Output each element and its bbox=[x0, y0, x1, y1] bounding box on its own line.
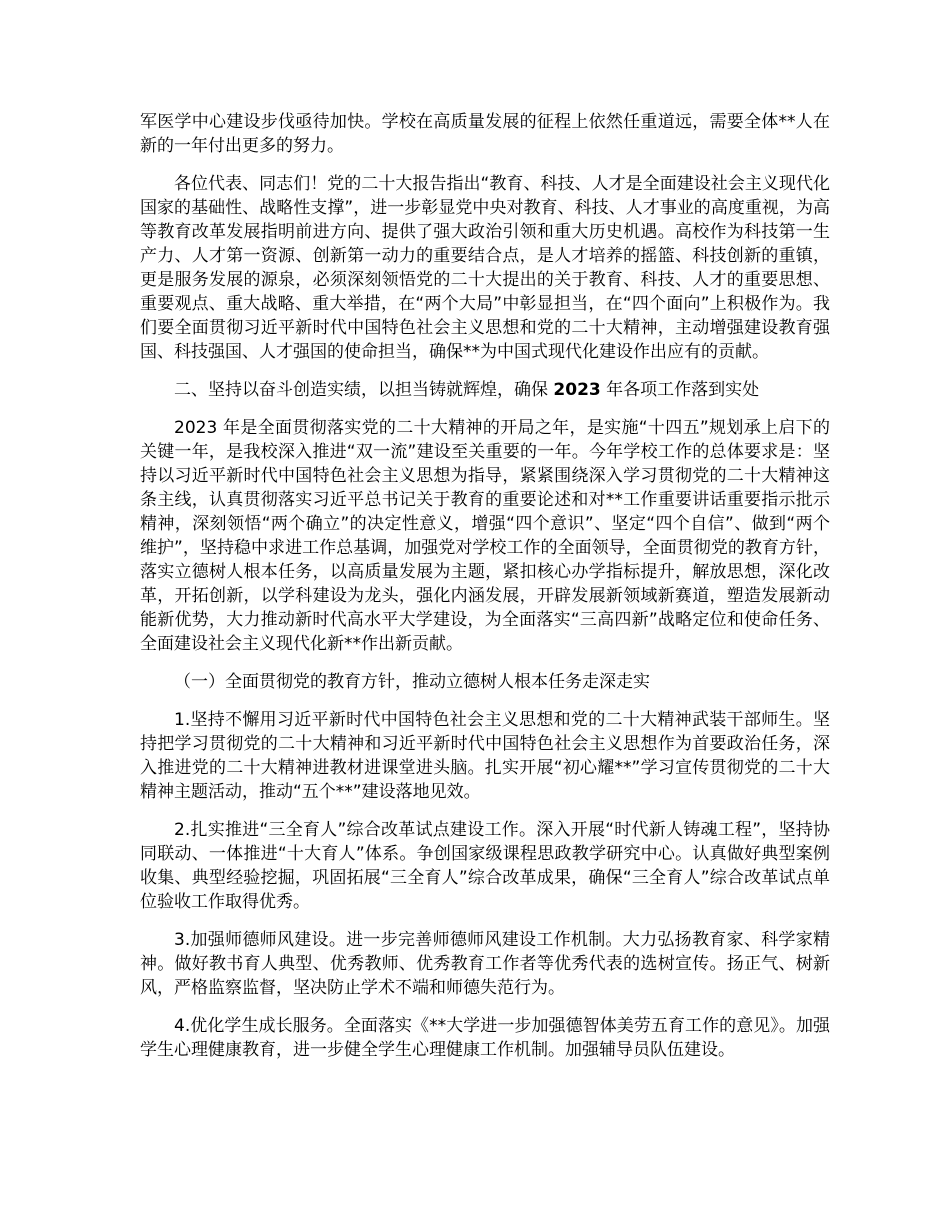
list-item-1: 1.坚持不懈用习近平新时代中国特色社会主义思想和党的二十大精神武装干部师生。坚持把学习贯彻党的二十大精神和习近平新时代中国特色社会主义思想作为首要政治任务，深入推进党的二十大精神进教材进课堂进头脑。扎实开展“初心耀**”学习宣传贯彻党的二十大精神主题活动，推动“五个**”建设落地见效。 bbox=[140, 710, 830, 802]
list-item-2: 2.扎实推进“三全育人”综合改革试点建设工作。深入开展“时代新人铸魂工程”，坚持协同联动、一体推进“十大育人”体系。争创国家级课程思政教学研究中心。认真做好典型案例收集、典型经验挖掘，巩固拓展“三全育人”综合改革成果，确保“三全育人”综合改革试点单位验收工作取得优秀。 bbox=[140, 820, 830, 912]
paragraph-continuation: 军医学中心建设步伐亟待加快。学校在高质量发展的征程上依然任重道远，需要全体**人在新的一年付出更多的努力。 bbox=[140, 112, 830, 156]
section-heading-two bbox=[140, 378, 830, 402]
subsection-heading-one: （一）全面贯彻党的教育方针，推动立德树人根本任务走深走实 bbox=[174, 672, 650, 692]
section-heading-text-a: 二、坚持以奋斗创造实绩，以担当铸就辉煌，确保 bbox=[174, 380, 554, 400]
paragraph-2023-requirements: 2023 年是全面贯彻落实党的二十大精神的开局之年，是实施“十四五”规划承上启下的关键一年，是我校深入推进“双一流”建设至关重要的一年。今年学校工作的总体要求是：坚持以习近平新时代中国特色社会主义思想为指导，紧紧围绕深入学习贯彻党的二十大精神这条主线，认真贯彻落实习近平总书记关于教育的重要论述和对**工作重要讲话重要指示批示精神，深刻领悟“两个确立”的决定性意义，增强“四个意识”、坚定“四个自信”、做到“两个维护”，坚持稳中求进工作总基调，加强党对学校工作的全面领导，全面贯彻党的教育方针，落实立德树人根本任务，以高质量发展为主题，紧扣核心办学指标提升，解放思想，深化改革，开拓创新，以学科建设为龙头，强化内涵发展，开辟发展新领域新赛道，塑造发展新动能新优势，大力推动新时代高水平大学建设，为全面落实“三高四新”战略定位和使命任务、全面建设社会主义现代化新**作出新贡献。 bbox=[140, 418, 830, 654]
document-page bbox=[140, 110, 830, 1076]
list-item-3: 3.加强师德师风建设。进一步完善师德师风建设工作机制。大力弘扬教育家、科学家精神。做好教书育人典型、优秀教师、优秀教育工作者等优秀代表的选树宣传。扬正气、树新风，严格监察监督，坚决防止学术不端和师德失范行为。 bbox=[140, 930, 830, 998]
section-heading-text-b: 年各项工作落到实处 bbox=[600, 380, 760, 400]
paragraph-speech-intro: 各位代表、同志们！党的二十大报告指出“教育、科技、人才是全面建设社会主义现代化国家的基础性、战略性支撑”，进一步彰显党中央对教育、科技、人才事业的高度重视，为高等教育改革发展指明前进方向、提供了强大政治引领和重大历史机遇。高校作为科技第一生产力、人才第一资源、创新第一动力的重要结合点，是人才培养的摇篮、科技创新的重镇，更是服务发展的源泉，必须深刻领悟党的二十大提出的关于教育、科技、人才的重要思想、重要观点、重大战略、重大举措，在“两个大局”中彰显担当，在“四个面向”上积极作为。我们要全面贯彻习近平新时代中国特色社会主义思想和党的二十大精神，主动增强建设教育强国、科技强国、人才强国的使命担当，确保**为中国式现代化建设作出应有的贡献。 bbox=[140, 174, 830, 362]
list-item-4: 4.优化学生成长服务。全面落实《**大学进一步加强德智体美劳五育工作的意见》。加强学生心理健康教育，进一步健全学生心理健康工作机制。加强辅导员队伍建设。 bbox=[140, 1016, 830, 1060]
section-heading-year: 2023 bbox=[553, 380, 601, 400]
